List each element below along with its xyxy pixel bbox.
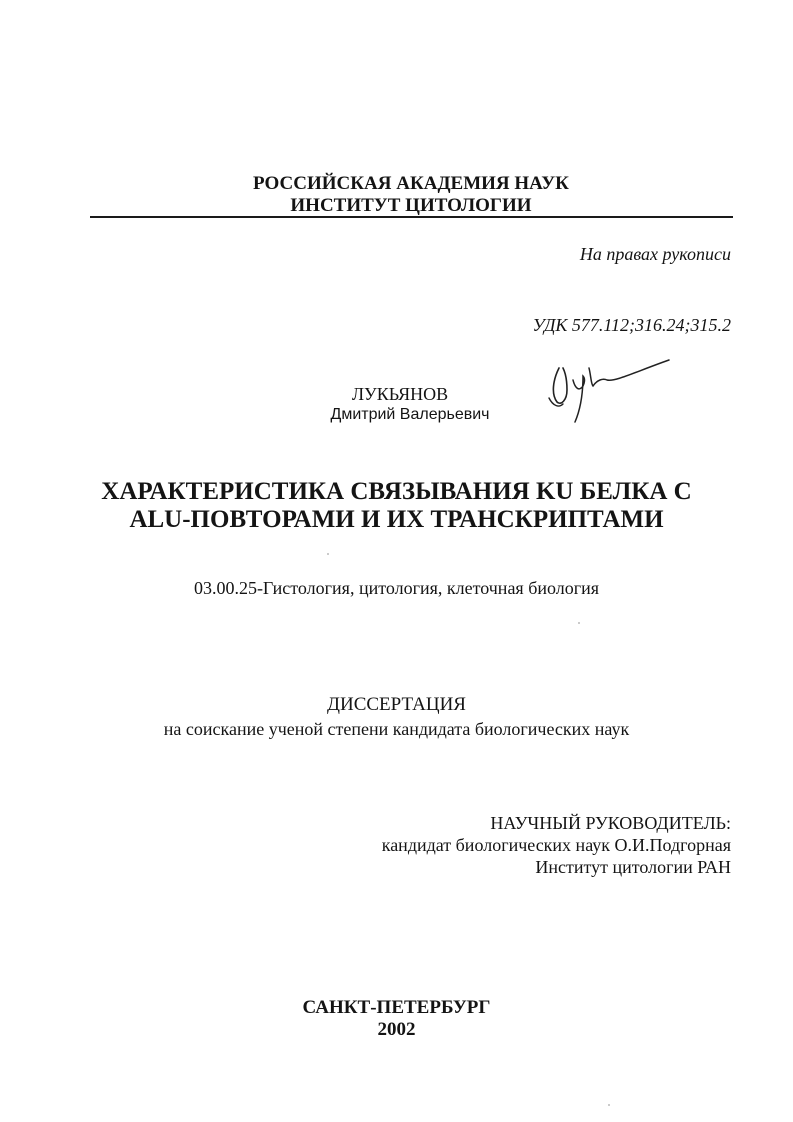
advisor-name: кандидат биологических наук О.И.Подгорная [381,835,731,855]
scan-speck [578,622,580,624]
manuscript-rights: На правах рукописи [579,244,731,264]
author-surname: ЛУКЬЯНОВ [351,384,449,404]
advisor-institution: Институт цитологии РАН [535,857,731,877]
document-type: ДИССЕРТАЦИЯ [327,694,466,715]
year: 2002 [377,1019,416,1040]
dissertation-title-line-1: ХАРАКТЕРИСТИКА СВЯЗЫВАНИЯ KU БЕЛКА С [101,478,692,505]
specialty-code: 03.00.25-Гистология, цитология, клеточная биология [193,578,600,598]
header-rule [90,216,733,218]
academy-name: РОССИЙСКАЯ АКАДЕМИЯ НАУК [253,173,569,194]
institute-name: ИНСТИТУТ ЦИТОЛОГИИ [290,195,532,216]
degree-statement: на соискание ученой степени кандидата биологических наук [163,719,630,739]
dissertation-title-line-2: ALU-ПОВТОРАМИ И ИХ ТРАНСКРИПТАМИ [129,506,664,533]
city: САНКТ-ПЕТЕРБУРГ [302,997,491,1018]
author-given-names: Дмитрий Валерьевич [330,406,490,423]
udk-code: УДК 577.112;316.24;315.2 [532,315,731,335]
scan-speck [608,1104,610,1106]
handwritten-signature [545,350,675,430]
scan-speck [327,553,329,555]
advisor-heading: НАУЧНЫЙ РУКОВОДИТЕЛЬ: [490,813,731,833]
